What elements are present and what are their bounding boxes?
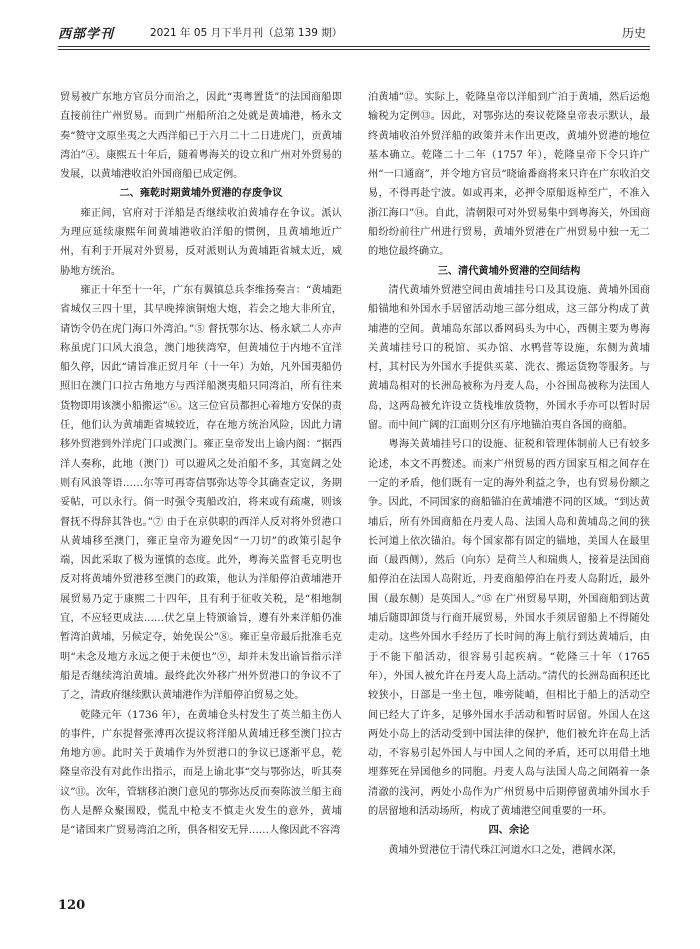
journal-logo: 西部学刊 <box>58 27 115 42</box>
issue-info: 2021 年 05 月下半月刊（总第 139 期） <box>150 27 343 39</box>
section-heading: 三、清代黄埔外贸港的空间结构 <box>437 265 581 277</box>
paragraph: 泊黄埔”⑫。实际上，乾隆皇帝以洋船到广泊于黄埔，然后运炮输税为定例⑬。因此，对鄂弥达的奏议乾隆皇帝表示默认，最终黄埔收泊外贸洋船的政策并未作出更改，黄埔外贸港的地位基本确立。乾隆二十二年（1757 年），乾隆皇帝下令只许广州“一口通商”，并令地方官员“晓谕番商将来只许在广东收泊交易，不得再赴宁波。如或再来，必押令原船返棹至广，不准入浙江海口”⑭。自此，清朝限可对外贸易集中到粤海关，外国商船纷纷前往广州进行贸易，黄埔外贸港在广州贸易中独一无二的地位最终确立。 <box>368 92 650 258</box>
section-heading: 二、雍乾时期黄埔外贸港的存废争议 <box>119 188 283 200</box>
paragraph: 贸易被广东地方官员分而治之，因此“夷粤置货”的法国商船即直接前往广州贸易。而到广州船所泊之处就是黄埔港，杨永文奏“赞守文原坐夷之大西洋船已于六月二十二日进虎门，贡黄埔湾泊”④。康熙五十年后，随着粤海关的设立和广州对外贸易的发展，以黄埔港收泊外国商船已成定例。 <box>60 92 342 181</box>
paragraph: 乾隆元年（1736 年），在黄埔仓头村发生了英兰船主伤人的事件，广东提督张溥再次提议将洋船从黄埔迁移至澳门拉古角地方⑩。此时关于黄埔作为外贸港口的争议已逐渐平息，乾隆皇帝没有对此作出指示，而是上谕北事“交与鄂弥达，听其奏议”⑪。次年，管辖移泊澳门意见的鄂弥达反而奏陈波兰船主商伤人是醉众聚围殴，慌乱中枪支不慎走火发生的意外，黄埔是“诸国来广贸易湾泊之所，俱各相安无异……人像因此不容湾 <box>60 709 342 837</box>
paragraph: 粤海关黄埔挂号口的设施、征税和管理体制前人已有较多论述，本文不再赘述。而来广州贸易的西方国家互相之间存在一定的矛盾，他们既有一定的海外利益之争，也有贸易份额之争。因此，不同国家的商船锚泊在黄埔港不同的区域。“到达黄埔后，所有外国商船在丹麦人岛、法国人岛和黄埔岛之间的狭长河道上依次锚泊。每个国家都有固定的锚地，美国人在最里面（最西侧），然后（向东）是荷兰人和瑞典人，接着是法国商船停泊在法国人岛附近，丹麦商船停泊在丹麦人岛附近，最外围（最东侧）是英国人。”⑮ 在广州贸易早期，外国商船到达黄埔后随即卸货与行商开展贸易，外国水手须居留船上不得随处走动。这些外国水手经历了长时间的海上航行到达黄埔后，由于不能下船活动，很容易引起疾病。“乾隆三十年（1765 年），外国人被允许在丹麦人岛上活动。”清代的长洲岛面积还比较狭小，日部是一坐土包，唯旁陡峭，但相比于船上的活动空间已经大了许多，足够外国水手活动和暂时居留。外国人在这两处小岛上的活动受到中国法律的保护，他们被允许在岛上活动，不容易引起外国人与中国人之间的矛盾，还可以用借土地埋葬死在异国他乡的同胞。丹麦人岛与法国人岛之间隔着一条清澈的浅河，两处小岛作为广州贸易中后期停留黄埔外国水手的居留地和活动场所，构成了黄埔港空间重要的一环。 <box>368 439 650 817</box>
right-column <box>368 88 650 860</box>
left-column <box>60 88 342 841</box>
paragraph: 黄埔外贸港位于清代珠江河道水口之处，港阔水深， <box>388 844 623 856</box>
page-header <box>58 22 650 46</box>
page-number: 120 <box>58 898 86 913</box>
paragraph: 清代黄埔外贸港空间由黄埔挂号口及其设施、黄埔外国商船锚地和外国水手居留活动地三部分组成，这三部分构成了黄埔港的空间。黄埔岛东部以番网码头为中心，西侧主要为粤海关黄埔挂号口的税馆、买办馆、水鸭营等设施，东侧为黄埔村，其村民为外国水手提供买菜、洗衣、搬运货物等服务。与黄埔岛相对的长洲岛被称为丹麦人岛，小谷围岛被称为法国人岛，这两岛被允许设立货栈堆放货物，外国水手亦可以暂时居留。而中间广阔的江面则分区有序地锚泊夷自各国的商船。 <box>368 284 650 432</box>
section-heading: 四、余论 <box>488 825 530 837</box>
paragraph: 雍正十年至十一年，广东有翼镇总兵李维扬奏言：“黄埔距省城仅三四十里，其早晚捧演铜炮大炮，若会之地大非所宜，请饬令仍在虎门海口外湾泊。”⑤ 督抚鄂尔达、杨永斌二人亦声称虽虎门口风大浪急，澳门地狭湾窄，但黄埔位于内地不宜洋船久停，因此“请旨准正贸月年（十一年）为始，凡外国夷船仍照旧在澳门口拉古角地方与西洋船澳夷船只同湾泊，所有往来货物即用该澳小船搬运”⑥。这三位官员都担心着地方安保的责任，他们认为黄埔距省城较近，存在地方统治风险，因此力请移外贸港到外洋虎门口或澳门。雍正皇帝发出上谕内阁：“据西洋人奏称，此地（澳门）可以避风之处泊船不多，其宽阔之处则有风浪等语……尔等可再寄信鄂弥达等令其确查定议，务期妥帖，可以永行。倘一时强令夷船改泊，将来或有疏虞，则该督抚不得辞其咎也。”⑦ 由于在京供职的西洋人反对将外贸港口从黄埔移至澳门，雍正皇帝为避免因“一刀切”的政策引起争端，因此采取了极为谨慎的态度。此外，粤海关监督毛克明也反对将黄埔外贸港移至澳门的政策，他认为洋船停泊黄埔港开展贸易乃定于康熙二十四年，且有利于征收关税，是“相地制宜，不应轻更成法……伏乞皇上特颁谕旨，遵有外来洋船仍准暂湾泊黄埔，另候定夺，始免误公”⑧。雍正皇帝最后批准毛克明“未念及地方永远之便于未便也”⑨，却并未发出谕旨指示洋船是否继续湾泊黄埔。最终此次外移广州外贸港口的争议不了了之，清政府继续默认黄埔港作为洋船停泊贸易之处。 <box>60 284 342 702</box>
section-name: 历史 <box>621 26 646 40</box>
header-rule <box>58 46 650 47</box>
header-rule-thin <box>58 49 650 50</box>
paragraph: 雍正间，官府对于洋船是否继续收泊黄埔存在争议。派认为理应延续康熙年间黄埔港收泊洋船的惯例，且黄埔地近广州，有利于开展对外贸易，反对派则认为黄埔距省城太近，威胁地方统治。 <box>60 207 342 277</box>
